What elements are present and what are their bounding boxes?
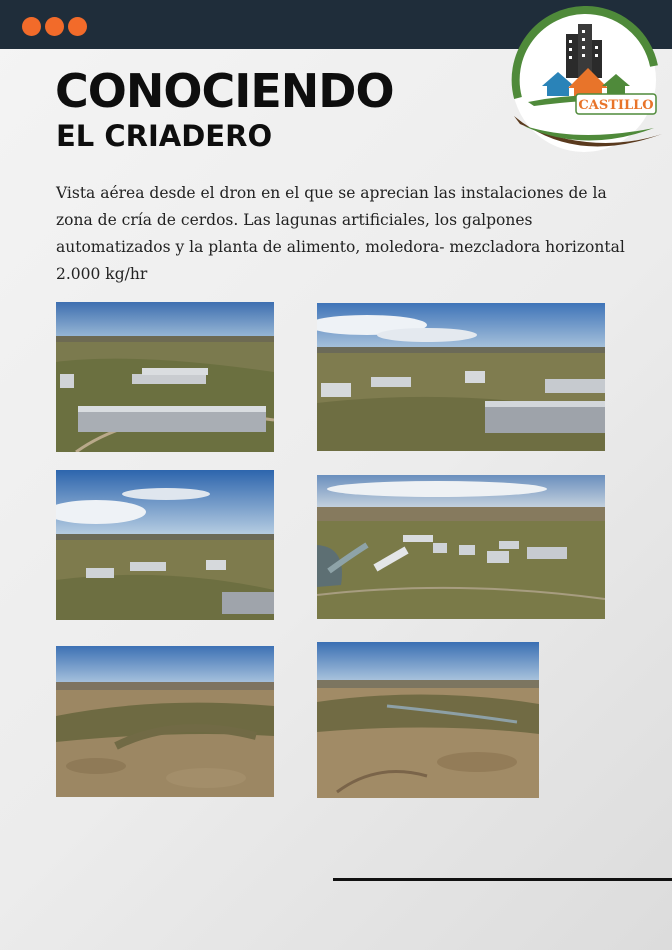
aerial-barns-photo bbox=[56, 302, 274, 452]
page-title: CONOCIENDO bbox=[55, 64, 394, 118]
aerial-barns-sky-photo bbox=[56, 470, 274, 620]
page-subtitle: EL CRIADERO bbox=[56, 119, 273, 153]
aerial-barns-clouds-photo bbox=[317, 303, 605, 451]
description-paragraph: Vista aérea desde el dron en el que se aprecian las instalaciones de la zona de cría de cerdos. Las lagunas artificiales, los galpones automatizados y la planta de alimento, moledora- mezcladora horizontal 2.000 kg/hr bbox=[56, 184, 625, 283]
footer-divider bbox=[333, 878, 672, 881]
logo-text: CASTILLO bbox=[578, 98, 654, 113]
aerial-lagoon-barns-photo bbox=[317, 475, 605, 619]
orange-dot-icon bbox=[22, 17, 41, 36]
orange-dot-icon bbox=[45, 17, 64, 36]
aerial-field-photo bbox=[56, 646, 274, 797]
orange-dot-icon bbox=[68, 17, 87, 36]
aerial-field-creek-photo bbox=[317, 642, 539, 798]
castillo-logo bbox=[504, 6, 664, 162]
